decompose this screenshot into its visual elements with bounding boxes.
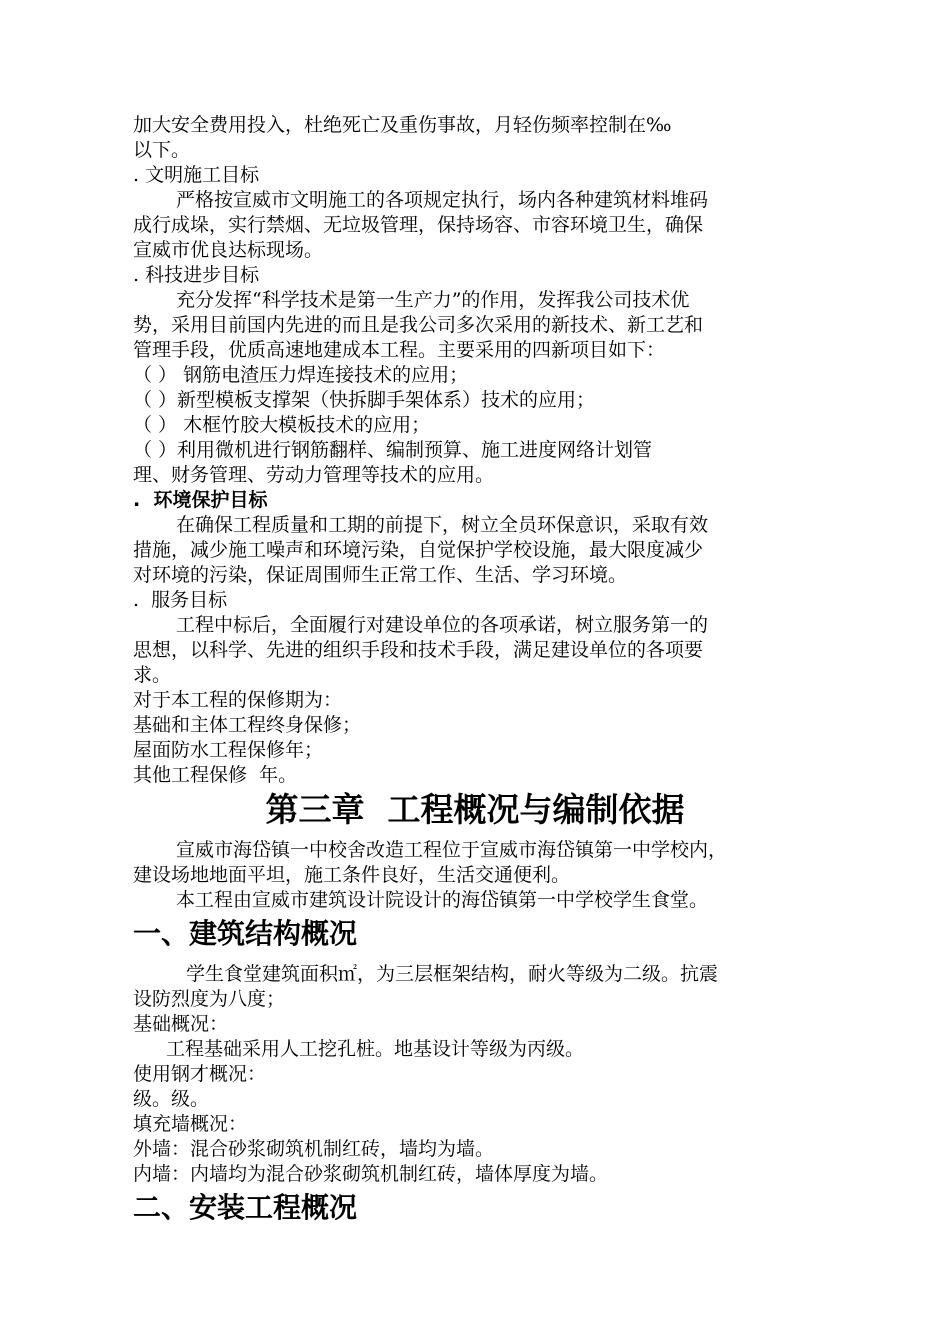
heading-service: . 服务目标 [133, 589, 228, 611]
text-line: 基础概况： [133, 1013, 229, 1035]
text-line: 在确保工程质量和工期的前提下，树立全员环保意识，采取有效 [176, 514, 709, 536]
text-line: 管理手段，优质高速地建成本工程。主要采用的四新项目如下： [133, 339, 666, 361]
text-line: 成行成垛，实行禁烟、无垃圾管理，保持场容、市容环境卫生，确保 [133, 214, 704, 236]
text-line: 充分发挥“科学技术是第一生产力”的作用，发挥我公司技术优 [176, 289, 690, 311]
text-line: 加大安全费用投入，杜绝死亡及重伤事故，月轻伤频率控制在‰ [133, 114, 672, 136]
list-item: （ ） 钢筋电渣压力焊连接技术的应用； [133, 364, 469, 386]
text-line: 宣威市优良达标现场。 [133, 239, 324, 261]
text-line: 屋面防水工程保修年； [133, 739, 324, 761]
text-line: 内墙：内墙均为混合砂浆砌筑机制红砖，墙体厚度为墙。 [133, 1163, 609, 1185]
text-line: 严格按宣威市文明施工的各项规定执行，场内各种建筑材料堆码 [176, 189, 709, 211]
text-line: 对于本工程的保修期为： [133, 689, 343, 711]
heading-civilized-construction: . 文明施工目标 [133, 164, 260, 186]
text-line: 学生食堂建筑面积㎡，为三层框架结构，耐火等级为二级。抗震 [186, 963, 719, 985]
text-line: 措施，减少施工噪声和环境污染，自觉保护学校设施，最大限度减少 [133, 539, 704, 561]
text-line: 势，采用目前国内先进的而且是我公司多次采用的新技术、新工艺和 [133, 314, 704, 336]
text-line: 设防烈度为八度； [133, 988, 286, 1010]
text-line: 对环境的污染，保证周围师生正常工作、生活、学习环境。 [133, 564, 628, 586]
text-line: 基础和主体工程终身保修； [133, 714, 362, 736]
heading-environment: . 环境保护目标 [133, 489, 268, 511]
text-line: 其他工程保修 年。 [133, 764, 298, 786]
text-line: 外墙：混合砂浆砌筑机制红砖，墙均为墙。 [133, 1138, 495, 1160]
list-item: （ ）利用微机进行钢筋翻样、编制预算、施工进度网络计划管 [133, 439, 653, 461]
section-title-structure: 一、建筑结构概况 [133, 917, 358, 950]
list-item: （ ） 木框竹胶大模板技术的应用； [133, 414, 431, 436]
section-title-installation: 二、安装工程概况 [133, 1191, 358, 1224]
text-line: 填充墙概况： [133, 1113, 248, 1135]
text-line: 思想，以科学、先进的组织手段和技术手段，满足建设单位的各项要 [133, 639, 704, 661]
text-line: 使用钢才概况： [133, 1063, 267, 1085]
text-line: 以下。 [133, 139, 191, 161]
text-line: 工程中标后，全面履行对建设单位的各项承诺，树立服务第一的 [176, 614, 709, 636]
text-line: 本工程由宣威市建筑设计院设计的海岱镇第一中学校学生食堂。 [176, 889, 709, 911]
heading-tech-progress: . 科技进步目标 [133, 264, 260, 286]
text-line: 求。 [133, 664, 172, 686]
text-line: 工程基础采用人工挖孔桩。地基设计等级为丙级。 [166, 1038, 585, 1060]
list-item: （ ）新型模板支撑架（快拆脚手架体系）技术的应用； [133, 389, 596, 411]
text-line: 理、财务管理、劳动力管理等技术的应用。 [133, 464, 495, 486]
text-line: 建设场地地面平坦，施工条件良好，生活交通便利。 [133, 864, 571, 886]
text-line: 级。级。 [133, 1088, 210, 1110]
chapter-title: 第三章 工程概况与编制依据 [265, 790, 685, 829]
text-line: 宣威市海岱镇一中校舍改造工程位于宣威市海岱镇第一中学校内， [176, 839, 728, 861]
